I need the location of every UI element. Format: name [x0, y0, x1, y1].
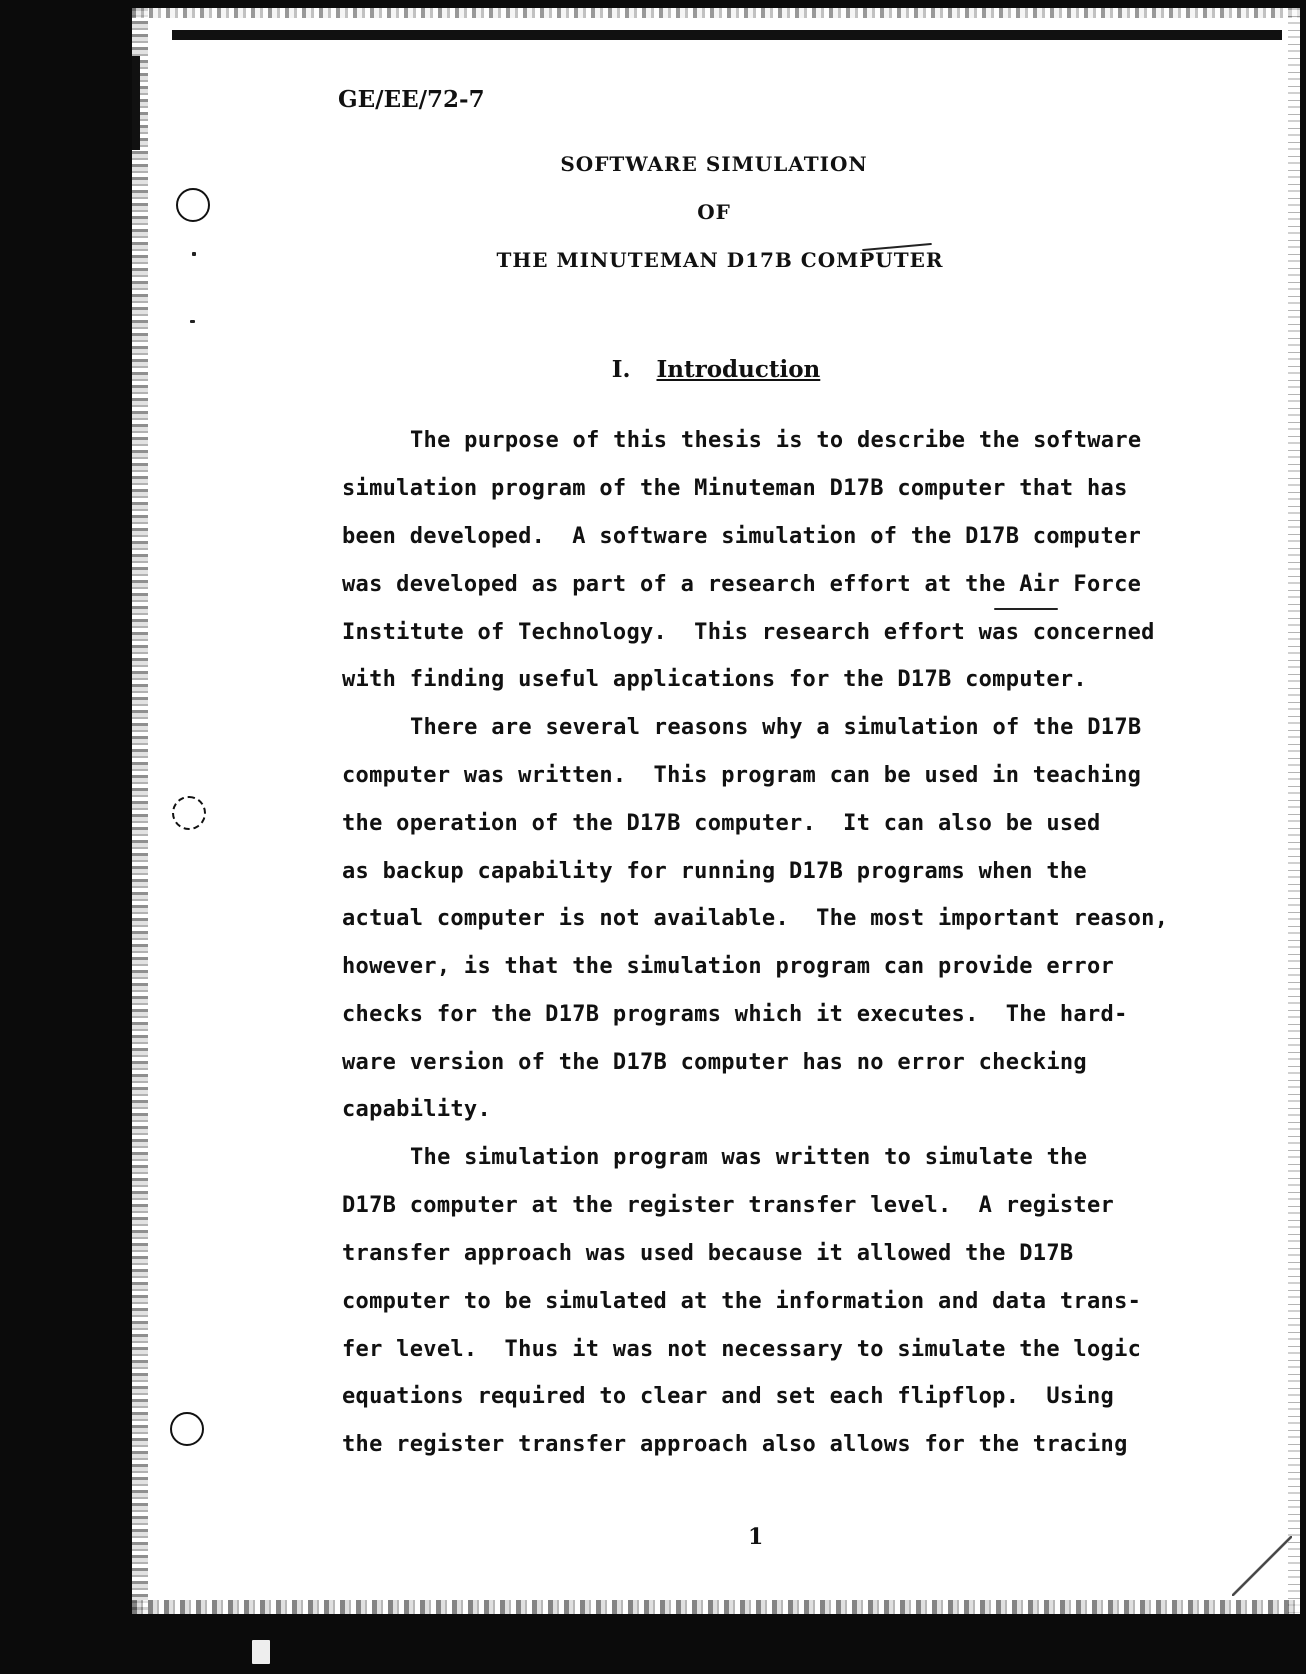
scan-edge-top — [132, 8, 1300, 18]
page-corner-fold — [1232, 1536, 1292, 1596]
scan-edge-bottom — [132, 1600, 1300, 1614]
section-heading — [132, 356, 1300, 383]
scan-speck — [252, 1640, 270, 1664]
text-line: the operation of the D17B computer. It can also be used — [342, 811, 1101, 836]
text-line: equations required to clear and set each flipflop. Using — [342, 1384, 1115, 1409]
text-line: simulation program of the Minuteman D17B computer that has — [342, 476, 1128, 501]
text-line: checks for the D17B programs which it executes. The hard- — [342, 1002, 1128, 1027]
text-line: been developed. A software simulation of the D17B computer — [342, 524, 1142, 549]
text-line: however, is that the simulation program can provide error — [342, 954, 1115, 979]
title-line-1: SOFTWARE SIMULATION — [560, 152, 868, 176]
section-title: Introduction — [656, 356, 821, 383]
document-id: GE/EE/72-7 — [338, 86, 485, 113]
text-line: D17B computer at the register transfer level. A register — [342, 1193, 1115, 1218]
text-line: as backup capability for running D17B programs when the — [342, 859, 1087, 884]
scan-speck — [190, 320, 195, 323]
text-line: was developed as part of a research effort at the Air Force — [342, 572, 1142, 597]
text-line: computer to be simulated at the information and data trans- — [342, 1289, 1142, 1314]
text-line: capability. — [342, 1097, 491, 1122]
text-line: actual computer is not available. The most important reason, — [342, 906, 1169, 931]
text-line: fer level. Thus it was not necessary to simulate the logic — [342, 1337, 1142, 1362]
text-line: computer was written. This program can be used in teaching — [342, 763, 1142, 788]
text-line: ware version of the D17B computer has no error checking — [342, 1050, 1087, 1075]
binding-bar-top — [172, 30, 1282, 40]
text-line: transfer approach was used because it allowed the D17B — [342, 1241, 1074, 1266]
text-line: The purpose of this thesis is to describe the software — [410, 428, 1142, 453]
title-line-3: THE MINUTEMAN D17B COMPUTER — [496, 248, 944, 272]
section-number: I. — [611, 356, 631, 383]
page-number: 1 — [748, 1524, 764, 1550]
scan-speck — [994, 608, 1058, 610]
text-line: Institute of Technology. This research effort was concerned — [342, 620, 1155, 645]
text-line: the register transfer approach also allows for the tracing — [342, 1432, 1128, 1457]
text-line: The simulation program was written to simulate the — [410, 1145, 1088, 1170]
text-line: There are several reasons why a simulation of the D17B — [410, 715, 1142, 740]
punch-hole-icon — [172, 796, 206, 830]
title-line-2: OF — [697, 200, 731, 224]
binding-bar-left — [132, 56, 140, 150]
punch-hole-icon — [170, 1412, 204, 1446]
text-line: with finding useful applications for the D17B computer. — [342, 667, 1087, 692]
